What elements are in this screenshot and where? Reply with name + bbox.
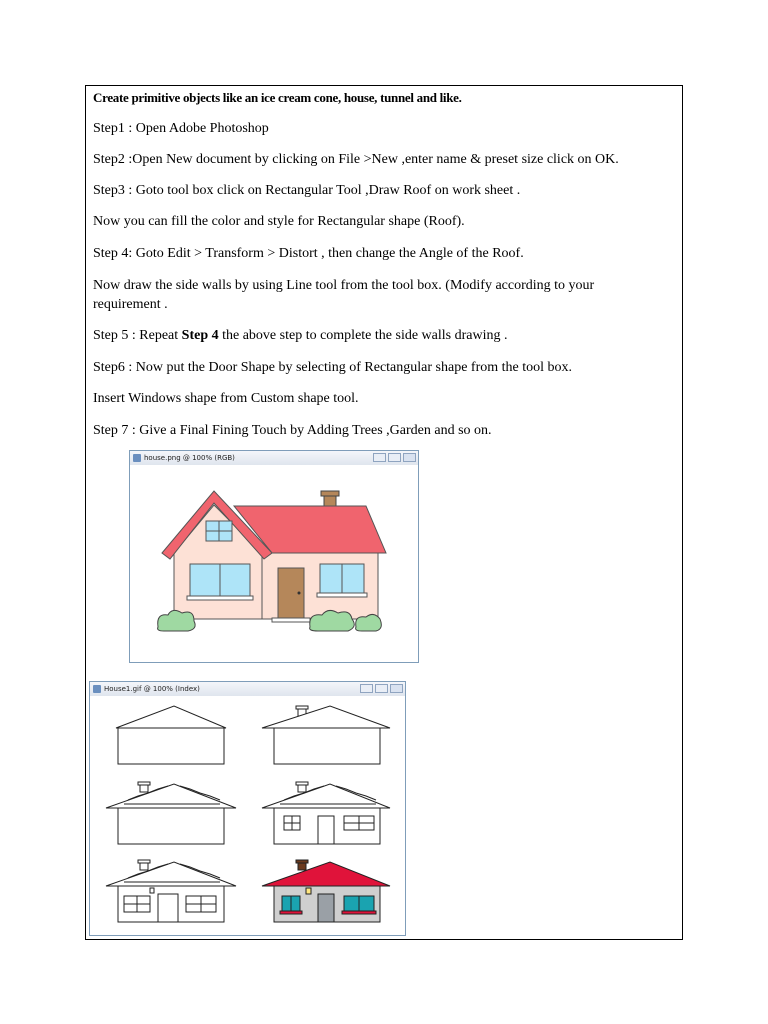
house-step-2 <box>262 706 390 764</box>
app-icon <box>93 685 101 693</box>
maximize-icon[interactable] <box>388 453 401 462</box>
step-3-line: Step3 : Goto tool box click on Rectangular Tool ,Draw Roof on work sheet . <box>93 183 521 198</box>
close-icon[interactable] <box>390 684 403 693</box>
step-2-line: Step2 :Open New document by clicking on File >New ,enter name & preset size click on OK. <box>93 152 619 167</box>
requirement-line: requirement . <box>93 297 168 312</box>
house-step-3 <box>106 782 236 844</box>
step-5-line: Step 5 : Repeat Step 4 the above step to complete the side walls drawing . <box>93 328 508 343</box>
house-png-canvas <box>134 467 414 658</box>
colored-house-illustration <box>134 467 412 657</box>
house-step-4 <box>262 782 390 844</box>
minimize-icon[interactable] <box>373 453 386 462</box>
house-gif-titlebar[interactable] <box>90 682 405 696</box>
close-icon[interactable] <box>403 453 416 462</box>
side-walls-line: Now draw the side walls by using Line tool from the tool box. (Modify according to your <box>93 278 595 293</box>
house-step-5 <box>106 860 236 922</box>
house-gif-title: House1.gif @ 100% (Index) <box>104 685 200 693</box>
step-7-line: Step 7 : Give a Final Fining Touch by Adding Trees ,Garden and so on. <box>93 423 492 438</box>
fill-color-line: Now you can fill the color and style for Rectangular shape (Roof). <box>93 214 465 229</box>
windows-shape-line: Insert Windows shape from Custom shape tool. <box>93 391 359 406</box>
step-1-line: Step1 : Open Adobe Photoshop <box>93 121 269 136</box>
house-png-titlebar[interactable] <box>130 451 418 465</box>
house-steps-illustration <box>94 698 399 931</box>
house-gif-canvas <box>94 698 401 931</box>
house-step-6 <box>262 860 390 922</box>
maximize-icon[interactable] <box>375 684 388 693</box>
app-icon <box>133 454 141 462</box>
house-step-1 <box>116 706 226 764</box>
minimize-icon[interactable] <box>360 684 373 693</box>
house-gif-window <box>89 681 406 936</box>
step-4-line: Step 4: Goto Edit > Transform > Distort , then change the Angle of the Roof. <box>93 246 524 261</box>
house-png-window <box>129 450 419 663</box>
document-heading: Create primitive objects like an ice cream cone, house, tunnel and like. <box>93 90 462 105</box>
step-6-line: Step6 : Now put the Door Shape by selecting of Rectangular shape from the tool box. <box>93 360 573 375</box>
house-png-title: house.png @ 100% (RGB) <box>144 454 235 462</box>
